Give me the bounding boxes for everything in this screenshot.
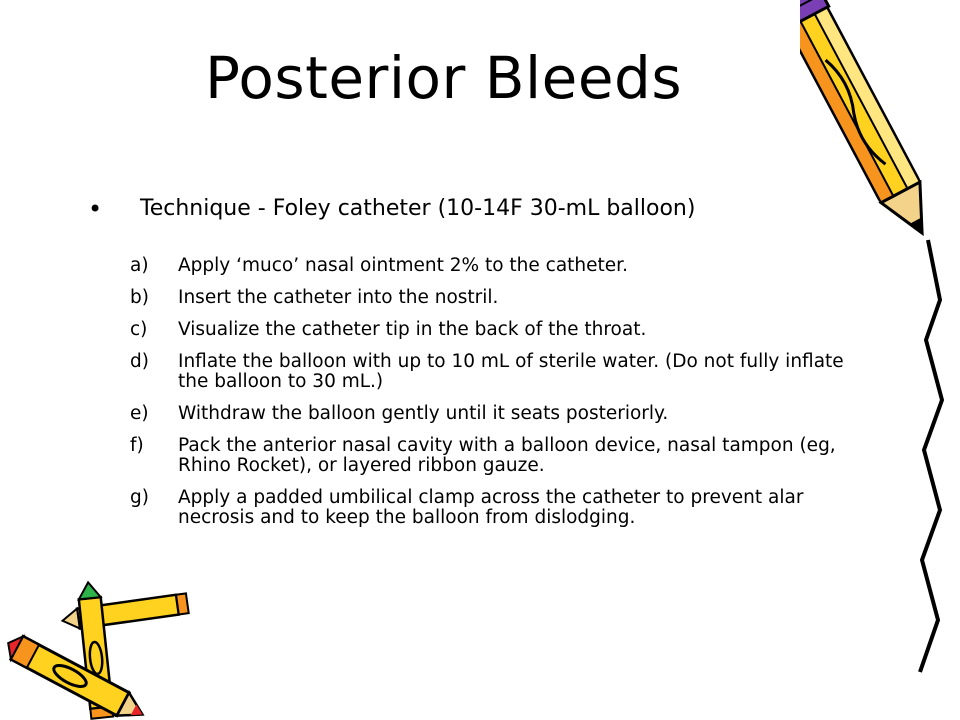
step-letter: e): [130, 403, 149, 424]
bullet-marker: •: [88, 195, 103, 223]
step-item-a: [130, 256, 890, 276]
step-letter: d): [130, 351, 149, 372]
step-text: Withdraw the balloon gently until it seats posteriorly.: [178, 403, 669, 424]
step-text: Visualize the catheter tip in the back of the throat.: [178, 319, 647, 340]
steps-list: [130, 256, 890, 540]
step-item-g: [130, 488, 890, 528]
step-letter: c): [130, 319, 148, 340]
step-letter: a): [130, 255, 149, 276]
bullet-text: Technique - Foley catheter (10-14F 30-mL balloon): [140, 196, 696, 221]
step-text: Apply a padded umbilical clamp across the catheter to prevent alar necrosis and to keep the balloon from dislodging.: [178, 487, 804, 528]
step-letter: f): [130, 435, 144, 456]
step-item-b: [130, 288, 890, 308]
step-item-d: [130, 352, 890, 392]
step-text: Inflate the balloon with up to 10 mL of sterile water. (Do not fully inflate the balloon to 30 mL.): [178, 351, 844, 392]
step-letter: g): [130, 487, 149, 508]
pencil-icon: [800, 0, 960, 720]
slide-title: Posterior Bleeds: [205, 44, 683, 112]
step-text: Pack the anterior nasal cavity with a balloon device, nasal tampon (eg, Rhino Rocket), or layered ribbon gauze.: [178, 435, 836, 476]
step-item-e: [130, 404, 890, 424]
step-item-f: [130, 436, 890, 476]
step-item-c: [130, 320, 890, 340]
step-letter: b): [130, 287, 149, 308]
step-text: Insert the catheter into the nostril.: [178, 287, 499, 308]
step-text: Apply ‘muco’ nasal ointment 2% to the catheter.: [178, 255, 628, 276]
crayons-icon: [0, 578, 200, 720]
